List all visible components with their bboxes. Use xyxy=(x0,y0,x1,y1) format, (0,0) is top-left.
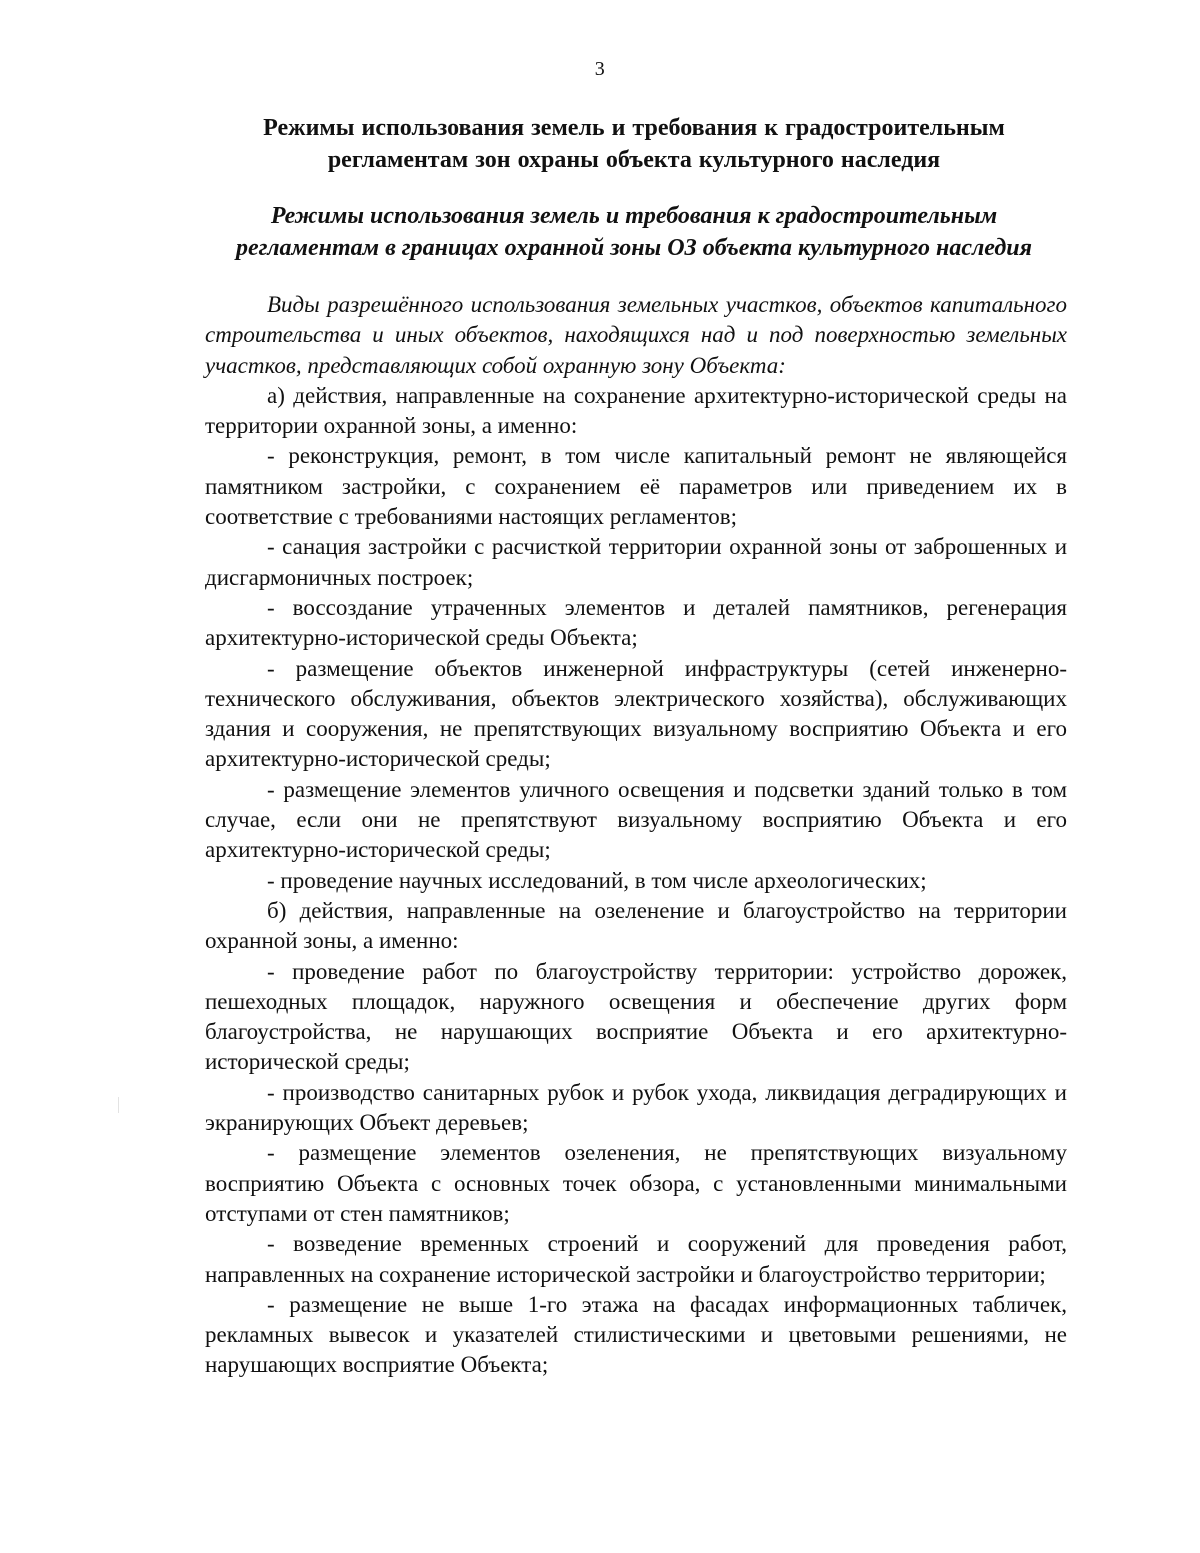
list-item: - проведение работ по благоустройству территории: устройство дорожек, пешеходных площадок, наружного освещения и обеспечение других форм благоустройства, не нарушающих восприятие Объекта и его архитектурно-исторической среды; xyxy=(205,958,1067,1075)
list-item: - воссоздание утраченных элементов и деталей памятников, регенерация архитектурно-исторической среды Объекта; xyxy=(205,594,1067,651)
sub-heading-line: регламентам в границах охранной зоны ОЗ объекта культурного наследия xyxy=(236,235,1032,261)
paragraph-b: б) действия, направленные на озеленение и благоустройство на территории охранной зоны, а именно: xyxy=(205,897,1067,954)
page-number: 3 xyxy=(594,58,606,80)
list-item: - размещение элементов уличного освещения и подсветки зданий только в том случае, если они не препятствуют визуальному восприятию Объекта и его архитектурно-исторической среды; xyxy=(205,776,1067,863)
sub-heading-line: Режимы использования земель и требования к градостроительным xyxy=(270,203,998,229)
paragraph-a: а) действия, направленные на сохранение архитектурно-исторической среды на территории охранной зоны, а именно: xyxy=(205,382,1067,439)
sub-heading xyxy=(200,200,1068,264)
list-item: - производство санитарных рубок и рубок ухода, ликвидация деградирующих и экранирующих Объект деревьев; xyxy=(205,1079,1067,1136)
list-item: - размещение объектов инженерной инфраструктуры (сетей инженерно-технического обслуживания, объектов электрического хозяйства), обслуживающих здания и сооружения, не препятствующих визуальному восприятию Объекта и его архитектурно-исторической среды; xyxy=(205,655,1067,772)
main-heading-line: Режимы использования земель и требования к градостроительным xyxy=(263,115,1005,141)
list-item: - размещение не выше 1-го этажа на фасадах информационных табличек, рекламных вывесок и указателей стилистическими и цветовыми решениями, не нарушающих восприятие Объекта; xyxy=(205,1291,1067,1378)
list-item: - размещение элементов озеленения, не препятствующих визуальному восприятию Объекта с основных точек обзора, с установленными минимальными отступами от стен памятников; xyxy=(205,1140,1067,1226)
list-item: - санация застройки с расчисткой территории охранной зоны от заброшенных и дисгармоничных построек; xyxy=(205,534,1067,590)
scan-mark xyxy=(118,1097,119,1113)
list-item: - реконструкция, ремонт, в том числе капитальный ремонт не являющейся памятником застройки, с сохранением её параметров или приведением их в соответствие с требованиями настоящих регламентов; xyxy=(205,443,1067,530)
document-body xyxy=(205,290,1067,1381)
list-item: - возведение временных строений и сооружений для проведения работ, направленных на сохранение исторической застройки и благоустройство территории; xyxy=(205,1231,1067,1287)
main-heading xyxy=(200,112,1068,176)
main-heading-line: регламентам зон охраны объекта культурного наследия xyxy=(327,147,941,173)
intro-paragraph: Виды разрешённого использования земельных участков, объектов капитального строительства и иных объектов, находящихся над и под поверхностью земельных участков, представляющих собой охранную зону Объекта: xyxy=(205,292,1067,378)
list-item: - проведение научных исследований, в том числе археологических; xyxy=(267,867,927,893)
